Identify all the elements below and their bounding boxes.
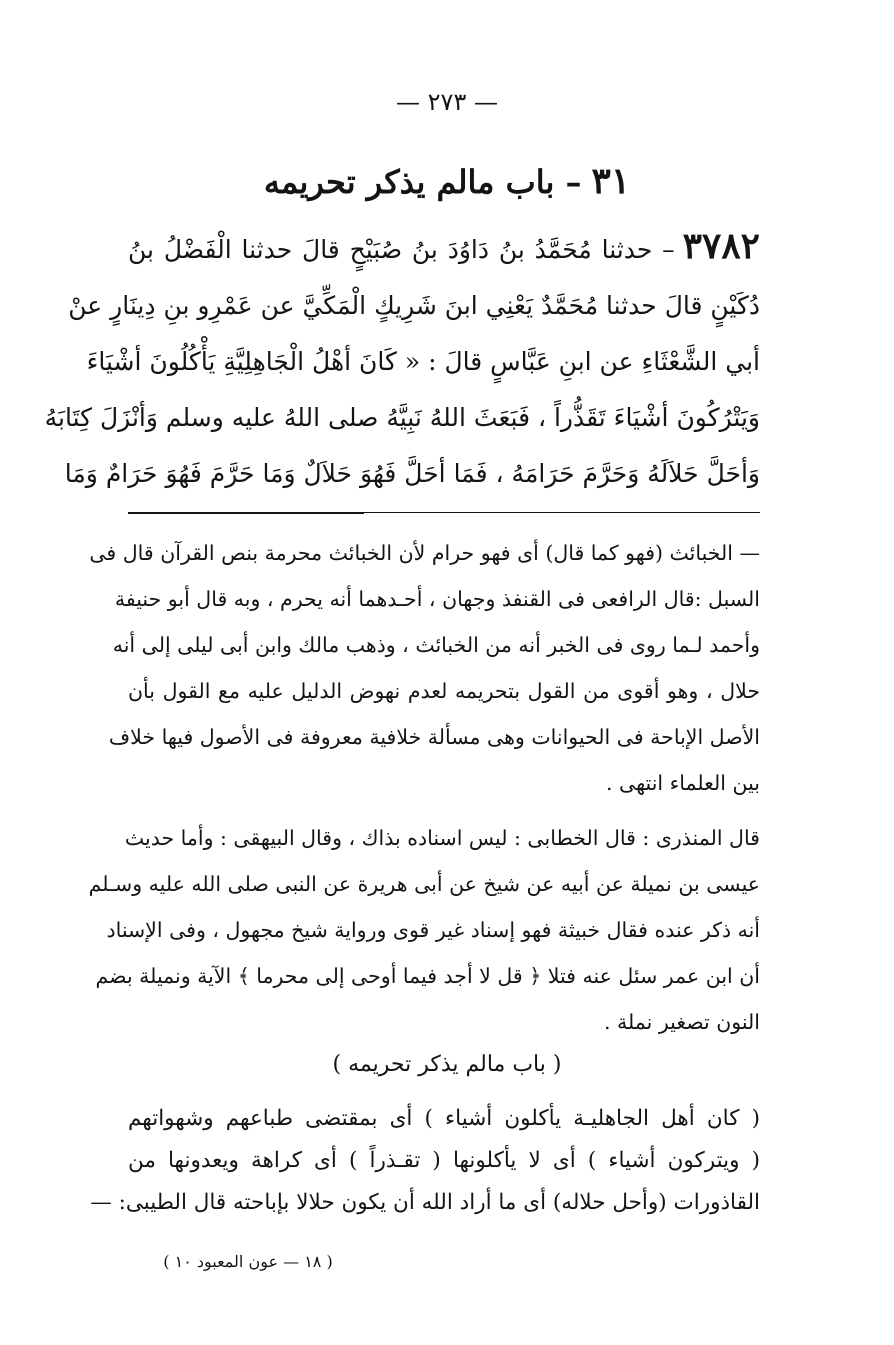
sharh-text bbox=[90, 1098, 760, 1224]
commentary-line: الأصل الإباحة فى الحيوانات وهى مسألة خلافية معروفة فى الأصول فيها خلاف bbox=[108, 725, 760, 749]
commentary-line: بين العلماء انتهى . bbox=[605, 771, 760, 795]
sharh-line: ( ويتركون أشياء ) أى لا يأكلونها ( تقـذراً ) أى كراهة ويعدونها من bbox=[128, 1148, 760, 1173]
commentary-paragraph-2 bbox=[88, 815, 760, 1045]
hadith-line: وَيَتْرُكُونَ أشْيَاءَ تَقَذُّراً ، فَبَعَثَ اللهُ نَبِيَّهُ صلى اللهُ عليه وسلم وَأنْزَلَ كِتَابَهُ bbox=[44, 403, 760, 432]
hadith-line: وَأحَلَّ حَلاَلَهُ وَحَرَّمَ حَرَامَهُ ، فَمَا أحَلَّ فَهُوَ حَلاَلٌ وَمَا حَرَّمَ فَهُوَ حَرَامٌ وَمَا bbox=[64, 459, 760, 488]
hadith-number: ٣٧٨٢ bbox=[682, 225, 760, 267]
hadith-line-text: – حدثنا مُحَمَّدُ بنُ دَاوُدَ بنُ صُبَيْحٍ قالَ حدثنا الْفَضْلُ بنُ bbox=[128, 235, 675, 264]
hadith-line: دُكَيْنٍ قالَ حدثنا مُحَمَّدٌ يَعْنِي ابنَ شَرِيكٍ الْمَكِّيَّ عن عَمْرِو بنِ دِينَارٍ عنْ bbox=[68, 291, 760, 320]
footnote-divider-thick bbox=[128, 512, 364, 514]
commentary-line: النون تصغير نملة . bbox=[603, 1010, 760, 1034]
commentary-line: — الخبائث (فهو كما قال) أى فهو حرام لأن الخبائث محرمة بنص القرآن قال فى bbox=[89, 541, 760, 565]
commentary-line: عيسى بن نميلة عن أبيه عن شيخ عن أبى هريرة عن النبى صلى الله عليه وسـلم bbox=[88, 872, 760, 896]
chapter-title-text: – باب مالم يذكر تحريمه bbox=[263, 163, 582, 201]
sharh-heading: ( باب مالم يذكر تحريمه ) bbox=[332, 1052, 562, 1077]
page-number: — ٢٧٣ — bbox=[396, 88, 498, 116]
hadith-line: أبي الشَّعْثَاءِ عن ابنِ عَبَّاسٍ قالَ : « كَانَ أهْلُ الْجَاهِلِيَّةِ يَأْكُلُونَ أشْيَاءَ bbox=[86, 347, 760, 376]
commentary-line: أنه ذكر عنده فقال خبيثة فهو إسناد غير قوى ورواية شيخ مجهول ، وفى الإسناد bbox=[106, 918, 760, 942]
commentary-line: أن ابن عمر سئل عنه فتلا ﴿ قل لا أجد فيما أوحى إلى محرما ﴾ الآية ونميلة بضم bbox=[95, 964, 760, 988]
commentary-line: وأحمد لـما روى فى الخبر أنه من الخبائث ، وذهب مالك وابن أبى ليلى إلى أنه bbox=[112, 633, 760, 657]
footnote-divider-thin bbox=[364, 512, 760, 513]
chapter-number: ٣١ bbox=[591, 160, 631, 202]
signature-mark: ( ١٨ — عون المعبود ١٠ ) bbox=[163, 1252, 333, 1271]
hadith-text bbox=[44, 218, 760, 502]
sharh-line: ( كان أهل الجاهليـة يأكلون أشياء ) أى بمقتضى طباعهم وشهواتهم bbox=[128, 1106, 760, 1131]
commentary-paragraph-1 bbox=[89, 530, 760, 806]
hadith-line bbox=[128, 218, 760, 278]
commentary-line: السبل :قال الرافعى فى القنفذ وجهان ، أحـدهما أنه يحرم ، وبه قال أبو حنيفة bbox=[114, 587, 760, 611]
chapter-title bbox=[0, 160, 894, 202]
sharh-line: القاذورات (وأحل حلاله) أى ما أراد الله أن يكون حلالا بإباحته قال الطيبى: — bbox=[90, 1190, 760, 1215]
commentary-line: قال المنذرى : قال الخطابى : ليس اسناده بذاك ، وقال البيهقى : وأما حديث bbox=[124, 826, 760, 850]
commentary-line: حلال ، وهو أقوى من القول بتحريمه لعدم نهوض الدليل عليه مع القول بأن bbox=[128, 679, 760, 703]
